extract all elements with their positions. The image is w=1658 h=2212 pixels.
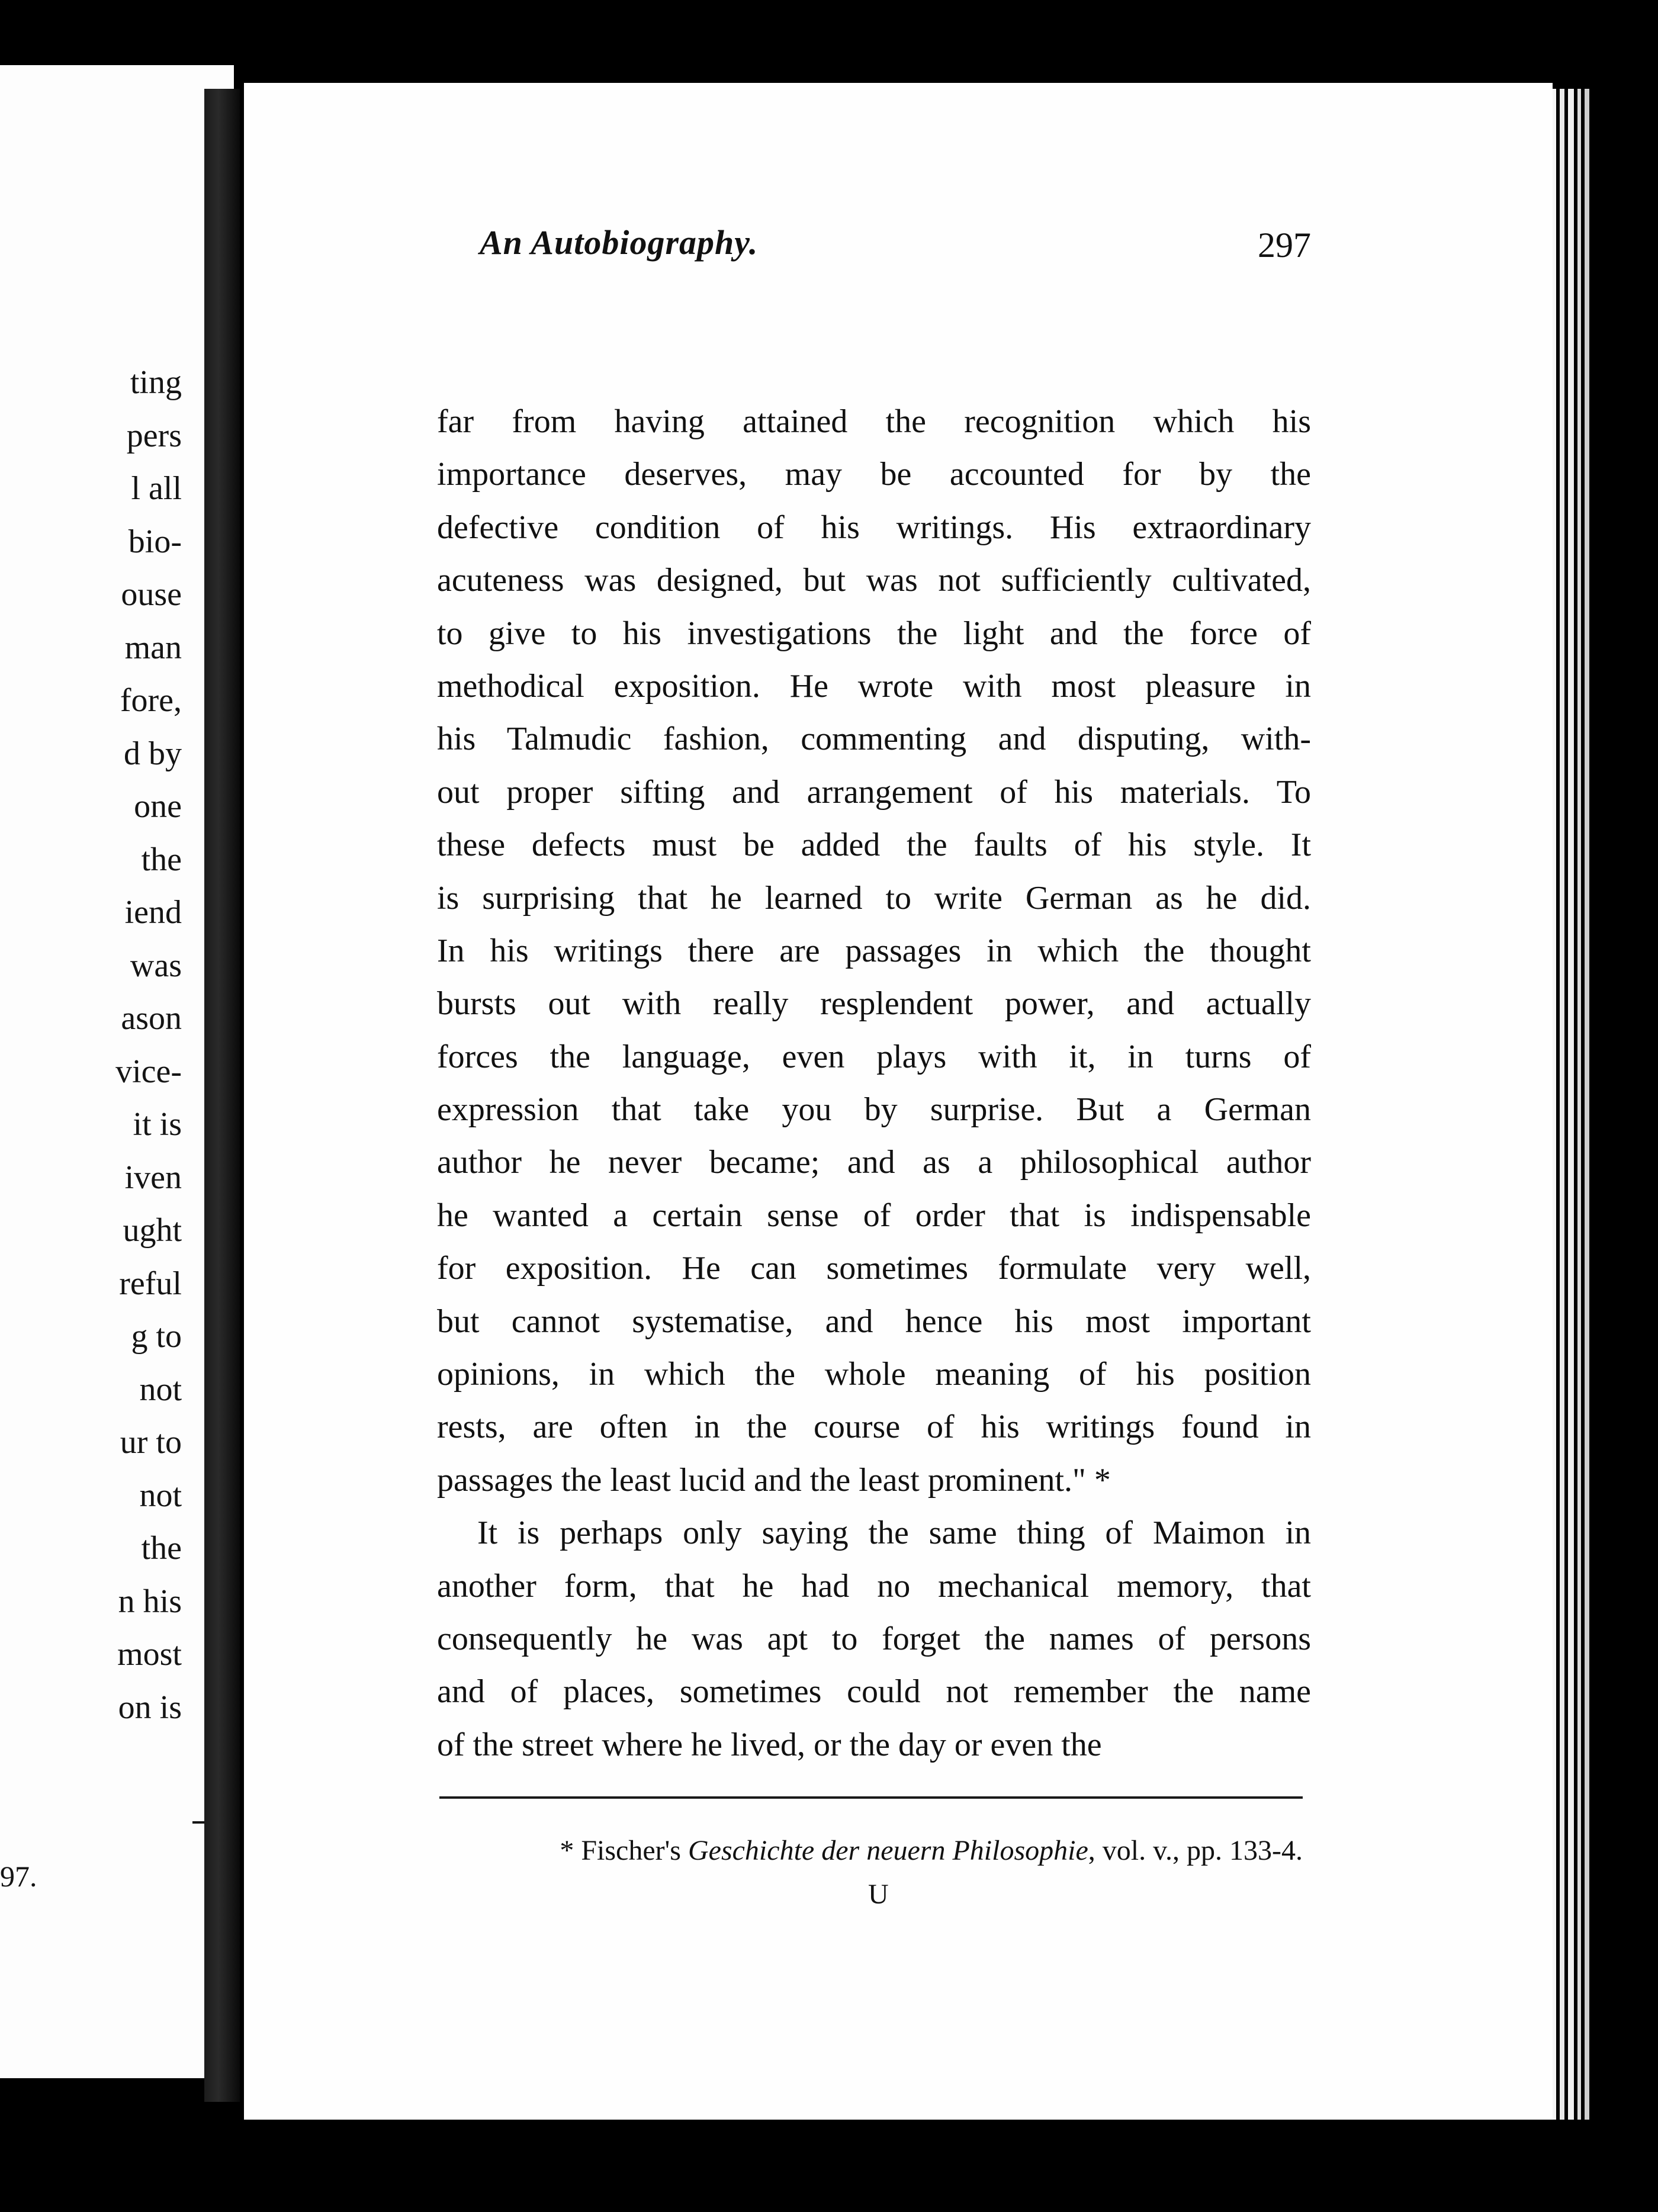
previous-page-line-fragment: man xyxy=(124,629,182,666)
previous-page-line-fragment: ouse xyxy=(121,576,182,613)
text-line: is surprising that he learned to write German as he did. xyxy=(437,879,1311,917)
previous-page-text xyxy=(115,356,182,1734)
text-line: author he never became; and as a philosophical author xyxy=(437,1144,1311,1181)
previous-page-line-fragment: reful xyxy=(119,1265,182,1302)
previous-page-line-fragment: the xyxy=(141,841,182,878)
footnote-rule xyxy=(439,1796,1303,1799)
text-line: methodical exposition. He wrote with most pleasure in xyxy=(437,667,1311,705)
page-edge xyxy=(1568,89,1574,2120)
text-line: bursts out with really resplendent power, and actually xyxy=(437,985,1311,1023)
running-title: An Autobiography. xyxy=(480,223,759,262)
previous-page-line-fragment: ting xyxy=(130,364,182,401)
page-edge xyxy=(1577,89,1581,2120)
text-line: far from having attained the recognition which his xyxy=(437,403,1311,440)
text-line: importance deserves, may be accounted for by the xyxy=(437,456,1311,493)
page-edge xyxy=(1553,89,1556,2120)
text-line: forces the language, even plays with it, in turns of xyxy=(437,1038,1311,1075)
text-line: opinions, in which the whole meaning of his position xyxy=(437,1356,1311,1393)
previous-page-line-fragment: ur to xyxy=(120,1424,182,1461)
text-line: for exposition. He can sometimes formulate very well, xyxy=(437,1250,1311,1287)
footnote-marker: * Fischer's xyxy=(560,1835,688,1866)
book-gutter xyxy=(204,89,240,2102)
previous-page-line-fragment: d by xyxy=(124,735,182,772)
previous-page-line-fragment: vice- xyxy=(115,1053,182,1090)
text-line: It is perhaps only saying the same thing of Maimon in xyxy=(477,1515,1311,1552)
previous-page-line-fragment: not xyxy=(139,1371,182,1408)
signature-mark: U xyxy=(868,1879,889,1910)
text-line: out proper sifting and arrangement of his materials. To xyxy=(437,773,1311,811)
previous-page-line-fragment: l all xyxy=(131,470,182,507)
text-line: In his writings there are passages in which the thought xyxy=(437,932,1311,969)
previous-page-line-fragment: was xyxy=(130,947,182,984)
previous-page xyxy=(0,65,234,2078)
footnote-reference: , vol. v., pp. 133-4. xyxy=(1088,1835,1303,1866)
previous-page-line-fragment: fore, xyxy=(120,682,182,719)
text-line: he wanted a certain sense of order that is indispensable xyxy=(437,1197,1311,1234)
running-head xyxy=(480,223,1311,270)
previous-page-line-fragment: most xyxy=(117,1636,182,1673)
previous-page-line-fragment: n his xyxy=(118,1583,182,1620)
body-text xyxy=(437,396,1311,1771)
footnote-work-title: Geschichte der neuern Philosophie xyxy=(687,1835,1088,1866)
previous-page-line-fragment: iven xyxy=(124,1159,182,1196)
previous-page-line-fragment: ught xyxy=(123,1212,182,1249)
text-line: these defects must be added the faults of his style. It xyxy=(437,827,1311,864)
footnote xyxy=(468,1834,1303,1867)
previous-page-line-fragment: on is xyxy=(118,1689,182,1726)
text-line: expression that take you by surprise. But a German xyxy=(437,1091,1311,1128)
page-number: 297 xyxy=(1258,226,1311,265)
text-line: to give to his investigations the light and the force of xyxy=(437,615,1311,652)
text-line: of the street where he lived, or the day or even the xyxy=(437,1726,1102,1763)
previous-page-line-fragment: pers xyxy=(126,417,182,454)
text-line: another form, that he had no mechanical memory, that xyxy=(437,1567,1311,1605)
page-edge xyxy=(1560,89,1564,2120)
previous-page-line-fragment: one xyxy=(134,788,182,825)
previous-page-line-fragment: g to xyxy=(131,1318,182,1355)
text-line: but cannot systematise, and hence his most important xyxy=(437,1303,1311,1340)
page-edge xyxy=(1585,89,1589,2120)
text-line: passages the least lucid and the least prominent." * xyxy=(437,1461,1111,1499)
previous-page-line-fragment: bio- xyxy=(128,523,182,560)
previous-page-line-fragment: ason xyxy=(121,1000,182,1037)
previous-page-line-fragment: iend xyxy=(124,894,182,931)
text-line: his Talmudic fashion, commenting and disputing, with- xyxy=(437,721,1311,758)
previous-page-line-fragment: not xyxy=(139,1477,182,1514)
previous-page-line-fragment: it is xyxy=(133,1106,182,1143)
text-line: rests, are often in the course of his writings found in xyxy=(437,1409,1311,1446)
text-line: defective condition of his writings. His extraordinary xyxy=(437,509,1311,546)
previous-page-line-fragment: the xyxy=(141,1530,182,1567)
text-line: and of places, sometimes could not remember the name xyxy=(437,1673,1311,1711)
text-line: consequently he was apt to forget the names of persons xyxy=(437,1620,1311,1657)
previous-page-footnote: 97. xyxy=(0,1860,37,1893)
text-line: acuteness was designed, but was not sufficiently cultivated, xyxy=(437,562,1311,599)
